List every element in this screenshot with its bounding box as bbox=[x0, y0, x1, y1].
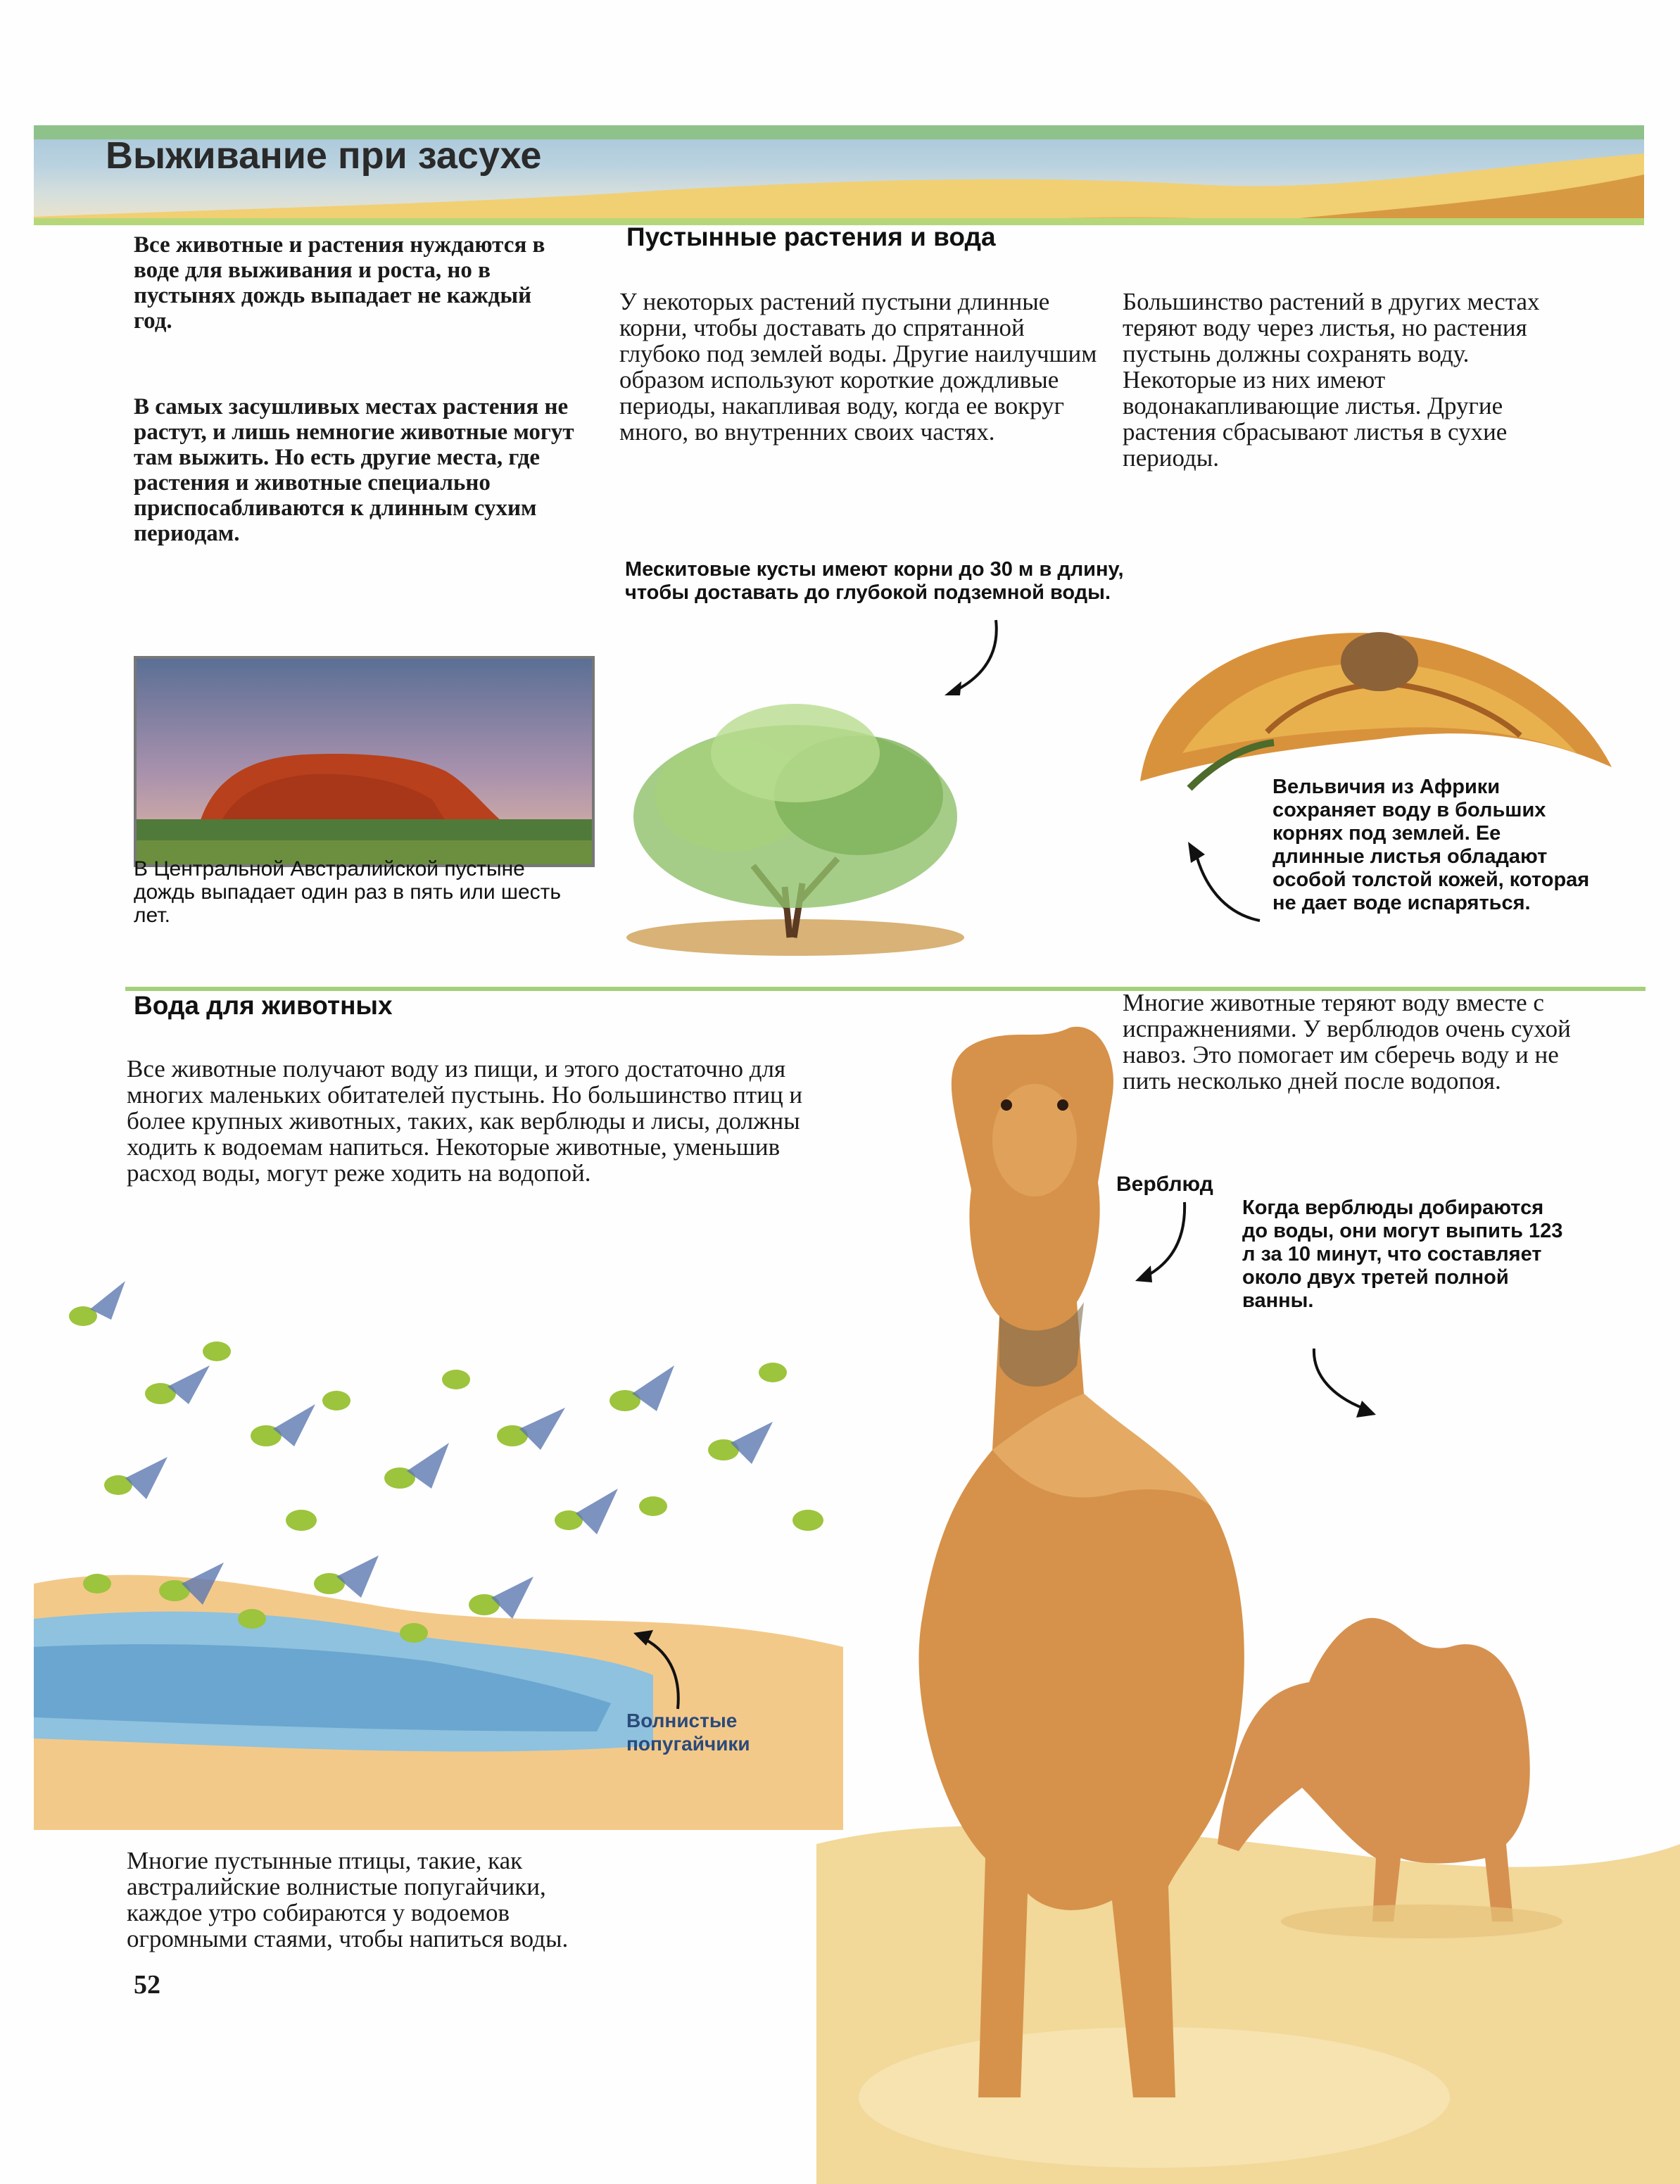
page-title: Выживание при засухе bbox=[106, 134, 542, 177]
page-number: 52 bbox=[134, 1970, 160, 2000]
uluru-photo bbox=[134, 656, 595, 867]
camel-drink-arrow-icon bbox=[1306, 1344, 1383, 1422]
welwitschia-arrow-icon bbox=[1182, 822, 1267, 935]
budgie-arrow-icon bbox=[632, 1624, 695, 1716]
camel-drink-caption: Когда верблюды добираются до воды, они могут выпить 123 л за 10 минут, что составляет около двух третей полной ванны. bbox=[1242, 1197, 1563, 1312]
budgie-label: Волнистые попугайчики bbox=[626, 1710, 750, 1755]
plants-paragraph-left: У некоторых растений пустыни длинные корни, чтобы доставать до спрятанной глубоко под землей воды. Другие наилучшим образом используют короткие дождливые периоды, накапливая воду, когда ее вокруг много, во внутренних своих частях. bbox=[619, 288, 1097, 446]
intro-paragraph-1: Все животные и растения нуждаются в воде для выживания и роста, но в пустынях дождь выпадает не каждый год. bbox=[134, 232, 545, 334]
birds-text: Многие пустынные птицы, такие, как австралийские волнистые попугайчики, каждое утро собираются у водоемов огромными стаями, чтобы напиться воды. bbox=[127, 1847, 569, 1952]
animals-heading: Вода для животных bbox=[134, 991, 393, 1020]
intro-paragraph-2: В самых засушливых местах растения не растут, и лишь немногие животные могут там выжить. Но есть другие места, где растения и животные специально приспосабливаются к длинным сухим периодам. bbox=[134, 394, 574, 546]
plants-paragraph-right: Большинство растений в других местах теряют воду через листья, но растения пустынь должны сохранять воду. Некоторые из них имеют водонакапливающие листья. Другие растения сбрасывают листья в сухие периоды. bbox=[1123, 288, 1540, 472]
animals-paragraph: Все животные получают воду из пищи, и этого достаточно для многих маленьких обитателей пустынь. Но большинство птиц и более крупных животных, таких, как верблюды и лисы, должны ходить к водоемам напиться. Некоторые животные, уменьшив расход воды, могут реже ходить на водопой. bbox=[127, 1055, 803, 1187]
uluru-caption: В Центральной Австралийской пустыне дождь выпадает один раз в пять или шесть лет. bbox=[134, 857, 562, 927]
camel-label: Верблюд bbox=[1116, 1173, 1213, 1196]
mesquite-caption: Мескитовые кусты имеют корни до 30 м в длину, чтобы доставать до глубокой подземной воды. bbox=[625, 558, 1124, 604]
welwitschia-caption: Вельвичия из Африки сохраняет воду в больших корнях под землей. Ее длинные листья обладают особой толстой кожей, которая не дает воде испаряться. bbox=[1272, 776, 1590, 914]
camel-dung-text: Многие животные теряют воду вместе с испражнениями. У верблюдов очень сухой навоз. Это помогает им сберечь воду и не пить несколько дней после водопоя. bbox=[1123, 989, 1571, 1094]
mesquite-bush-illustration bbox=[605, 676, 999, 957]
camel-arrow-icon bbox=[1130, 1197, 1200, 1288]
uluru-illustration bbox=[137, 659, 592, 864]
plants-heading: Пустынные растения и вода bbox=[626, 222, 996, 251]
